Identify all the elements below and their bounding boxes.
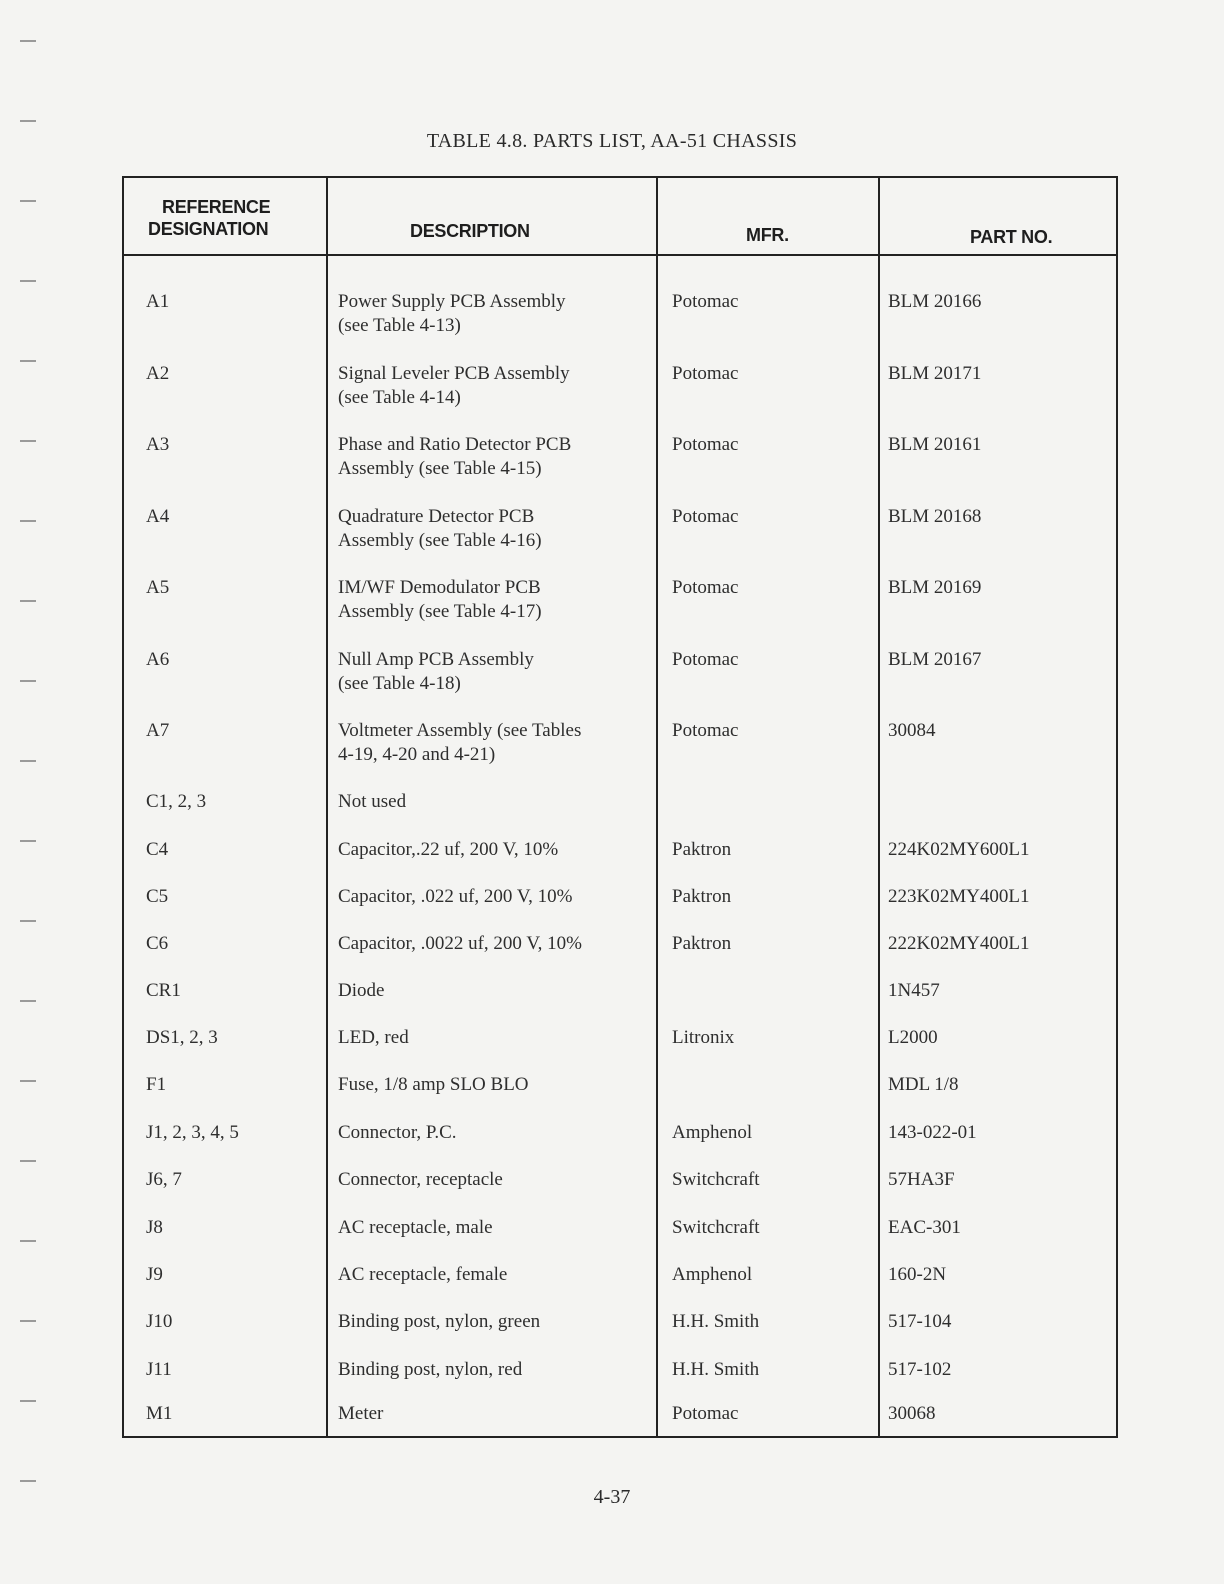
binding-mark	[20, 1480, 36, 1482]
binding-mark	[20, 1000, 36, 1002]
description-cell: Quadrature Detector PCB Assembly (see Table 4-16)	[338, 506, 542, 551]
mfr-cell: Amphenol	[672, 1264, 753, 1285]
description-cell: Capacitor, .0022 uf, 200 V, 10%	[338, 933, 582, 954]
mfr-cell: Switchcraft	[672, 1169, 760, 1190]
header-reference-line1: REFERENCE	[162, 197, 271, 217]
part-number-cell: 517-102	[888, 1359, 952, 1380]
part-number-cell: 160-2N	[888, 1264, 947, 1285]
part-number-cell: 1N457	[888, 980, 940, 1001]
description-cell: IM/WF Demodulator PCB Assembly (see Table 4-17)	[338, 577, 542, 622]
part-number-cell: BLM 20166	[888, 291, 982, 312]
binding-mark	[20, 200, 36, 202]
reference-cell: F1	[146, 1074, 167, 1095]
part-number-cell: BLM 20167	[888, 649, 982, 670]
description-cell: Capacitor, .022 uf, 200 V, 10%	[338, 886, 573, 907]
part-number-cell: 517-104	[888, 1311, 952, 1332]
description-cell: AC receptacle, male	[338, 1217, 493, 1238]
description-cell: Binding post, nylon, red	[338, 1359, 523, 1380]
reference-cell: A4	[146, 506, 170, 527]
mfr-cell: Potomac	[672, 1403, 739, 1424]
part-number-cell: 222K02MY400L1	[888, 933, 1030, 954]
reference-cell: J9	[146, 1264, 163, 1285]
part-number-cell: 57HA3F	[888, 1169, 955, 1190]
part-number-cell: BLM 20168	[888, 506, 982, 527]
binding-mark	[20, 680, 36, 682]
description-cell: Binding post, nylon, green	[338, 1311, 541, 1332]
reference-cell: C1, 2, 3	[146, 791, 207, 812]
column-divider	[326, 178, 328, 1436]
header-divider	[124, 254, 1116, 256]
reference-cell: C5	[146, 886, 169, 907]
description-cell: Phase and Ratio Detector PCB Assembly (see Table 4-15)	[338, 434, 572, 479]
mfr-cell: Potomac	[672, 577, 739, 598]
reference-cell: DS1, 2, 3	[146, 1027, 218, 1048]
description-cell: Null Amp PCB Assembly (see Table 4-18)	[338, 649, 534, 694]
mfr-cell: Potomac	[672, 649, 739, 670]
table-title: TABLE 4.8. PARTS LIST, AA-51 CHASSIS	[426, 130, 798, 152]
mfr-cell: Potomac	[672, 506, 739, 527]
header-reference-line2: DESIGNATION	[148, 219, 269, 239]
binding-mark	[20, 40, 36, 42]
description-cell: Fuse, 1/8 amp SLO BLO	[338, 1074, 529, 1095]
binding-mark	[20, 1160, 36, 1162]
part-number-cell: L2000	[888, 1027, 938, 1048]
binding-mark	[20, 120, 36, 122]
reference-cell: J11	[146, 1359, 172, 1380]
reference-cell: J10	[146, 1311, 173, 1332]
binding-mark	[20, 440, 36, 442]
binding-mark	[20, 600, 36, 602]
description-cell: Voltmeter Assembly (see Tables 4-19, 4-20 and 4-21)	[338, 720, 582, 765]
binding-mark	[20, 360, 36, 362]
description-cell: Power Supply PCB Assembly (see Table 4-13)	[338, 291, 566, 336]
mfr-cell: Paktron	[672, 886, 732, 907]
header-mfr: MFR.	[746, 225, 789, 245]
binding-mark	[20, 1320, 36, 1322]
reference-cell: A1	[146, 291, 170, 312]
column-divider	[878, 178, 880, 1436]
description-cell: Signal Leveler PCB Assembly (see Table 4-14)	[338, 363, 570, 408]
parts-table	[122, 176, 1118, 1438]
part-number-cell: 143-022-01	[888, 1122, 977, 1143]
description-cell: LED, red	[338, 1027, 409, 1048]
reference-cell: A5	[146, 577, 170, 598]
description-cell: Capacitor,.22 uf, 200 V, 10%	[338, 839, 559, 860]
part-number-cell: BLM 20169	[888, 577, 982, 598]
page-number: 4-37	[593, 1486, 631, 1508]
description-cell: AC receptacle, female	[338, 1264, 508, 1285]
reference-cell: M1	[146, 1403, 173, 1424]
reference-cell: J6, 7	[146, 1169, 182, 1190]
part-number-cell: BLM 20171	[888, 363, 982, 384]
mfr-cell: Switchcraft	[672, 1217, 760, 1238]
binding-mark	[20, 920, 36, 922]
header-reference	[148, 196, 270, 240]
part-number-cell: 223K02MY400L1	[888, 886, 1030, 907]
description-cell: Meter	[338, 1403, 384, 1424]
reference-cell: CR1	[146, 980, 181, 1001]
reference-cell: C6	[146, 933, 169, 954]
header-description: DESCRIPTION	[410, 221, 530, 241]
mfr-cell: Litronix	[672, 1027, 735, 1048]
part-number-cell: 30068	[888, 1403, 936, 1424]
mfr-cell: Amphenol	[672, 1122, 753, 1143]
mfr-cell: H.H. Smith	[672, 1359, 760, 1380]
mfr-cell: Potomac	[672, 291, 739, 312]
binding-mark	[20, 1400, 36, 1402]
binding-mark	[20, 1080, 36, 1082]
reference-cell: C4	[146, 839, 169, 860]
binding-mark	[20, 520, 36, 522]
reference-cell: A7	[146, 720, 170, 741]
description-cell: Not used	[338, 791, 407, 812]
mfr-cell: H.H. Smith	[672, 1311, 760, 1332]
reference-cell: A6	[146, 649, 170, 670]
reference-cell: A2	[146, 363, 170, 384]
mfr-cell: Paktron	[672, 933, 732, 954]
mfr-cell: Potomac	[672, 363, 739, 384]
mfr-cell: Potomac	[672, 434, 739, 455]
reference-cell: J8	[146, 1217, 163, 1238]
mfr-cell: Potomac	[672, 720, 739, 741]
part-number-cell: MDL 1/8	[888, 1074, 959, 1095]
header-part-no: PART NO.	[970, 227, 1053, 247]
part-number-cell: 224K02MY600L1	[888, 839, 1030, 860]
binding-mark	[20, 280, 36, 282]
description-cell: Diode	[338, 980, 385, 1001]
part-number-cell: BLM 20161	[888, 434, 982, 455]
part-number-cell: 30084	[888, 720, 936, 741]
binding-mark	[20, 840, 36, 842]
description-cell: Connector, P.C.	[338, 1122, 457, 1143]
binding-edge-marks	[20, 0, 36, 1584]
mfr-cell: Paktron	[672, 839, 732, 860]
description-cell: Connector, receptacle	[338, 1169, 503, 1190]
binding-mark	[20, 760, 36, 762]
reference-cell: A3	[146, 434, 170, 455]
binding-mark	[20, 1240, 36, 1242]
reference-cell: J1, 2, 3, 4, 5	[146, 1122, 239, 1143]
part-number-cell: EAC-301	[888, 1217, 961, 1238]
